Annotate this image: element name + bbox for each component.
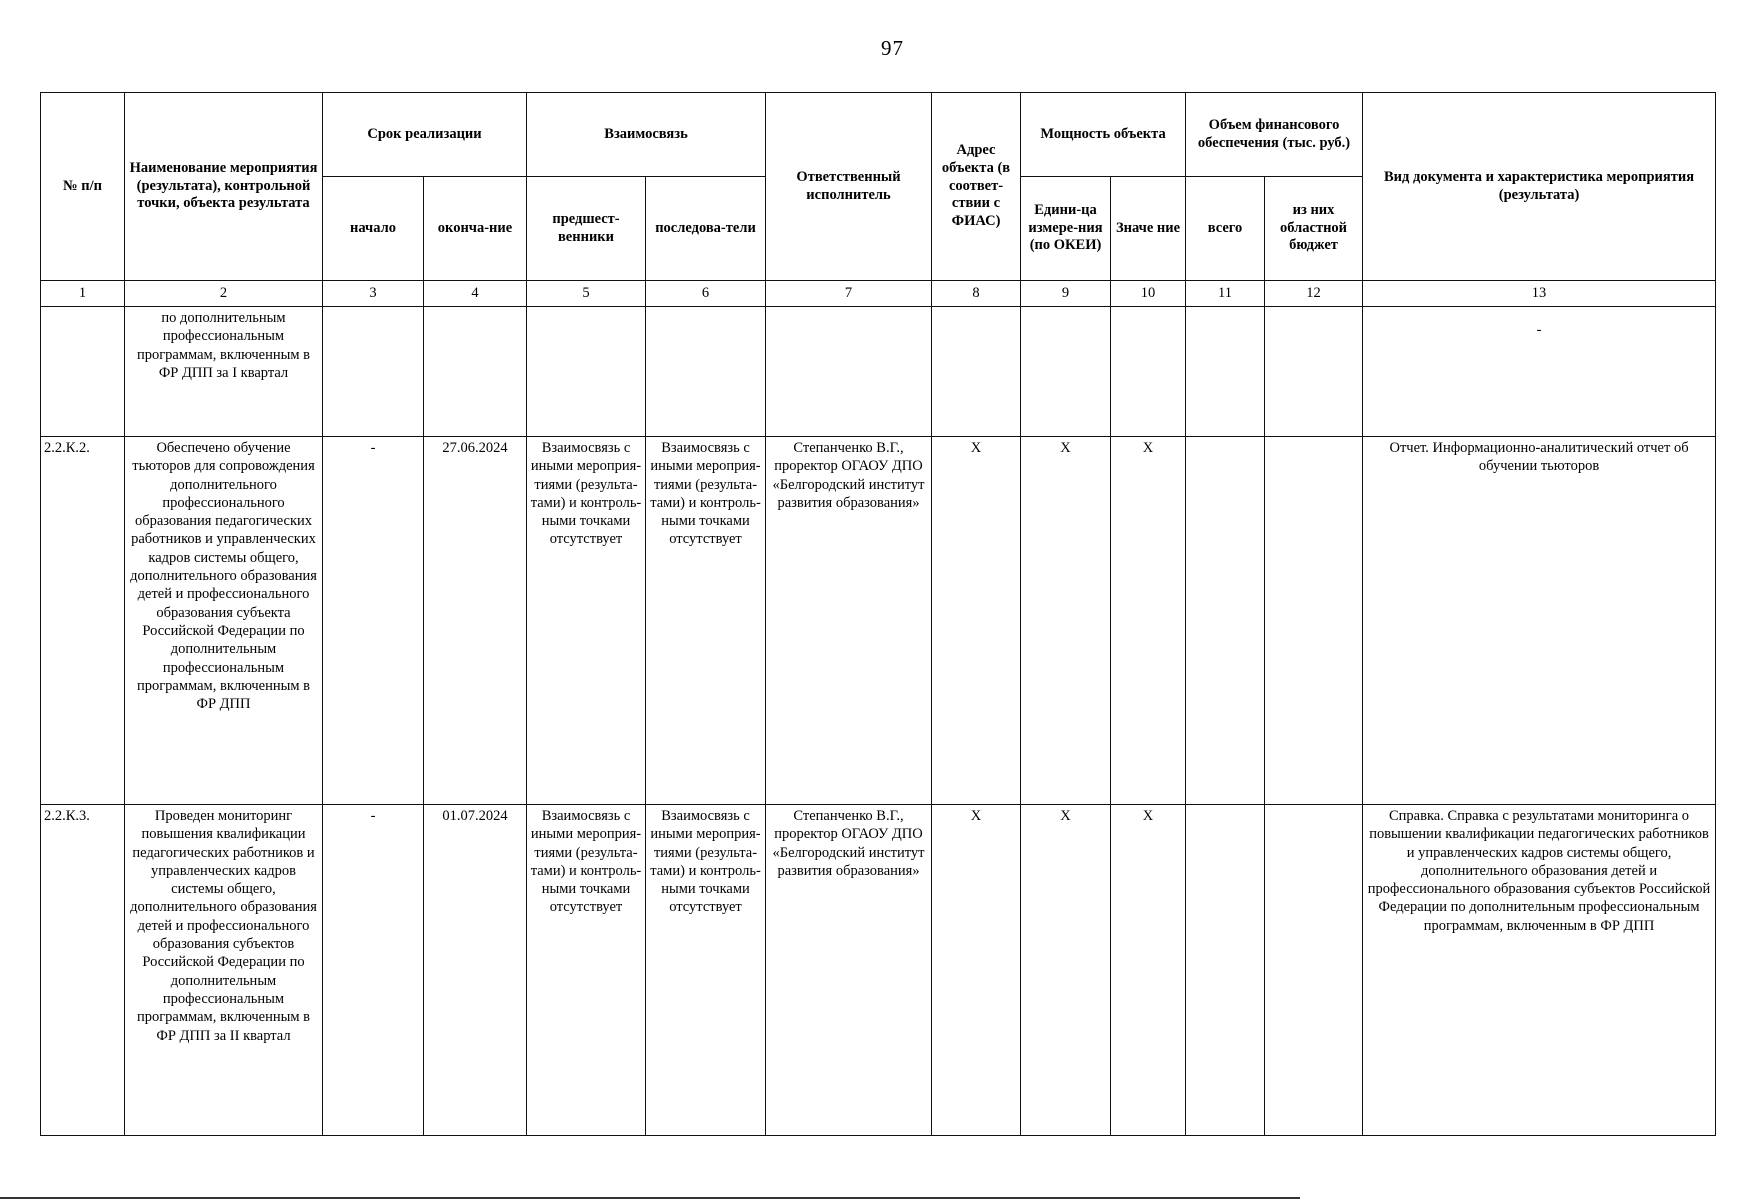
header-relation: Взаимосвязь (527, 93, 766, 177)
column-number: 11 (1186, 281, 1265, 307)
cell-unit (1021, 307, 1111, 437)
cell-unit: X (1021, 437, 1111, 805)
cell-name: Обеспечено обучение тьюторов для сопровождения дополнительного профессионального образования педагогических работников и управленческих кадров системы общего, дополнительного образования детей и профессионального образования субъекта Российской Федерации по дополнительным профессиональным программам, включенным в ФР ДПП (125, 437, 323, 805)
cell-total (1186, 437, 1265, 805)
header-num: № п/п (41, 93, 125, 281)
cell-value: X (1111, 437, 1186, 805)
column-number: 3 (323, 281, 424, 307)
cell-predecessors: Взаимосвязь с иными мероприя-тиями (результа-тами) и контроль-ными точками отсутствует (527, 805, 646, 1136)
header-finance: Объем финансового обеспечения (тыс. руб.) (1186, 93, 1363, 177)
table-row (41, 437, 1716, 805)
column-number: 1 (41, 281, 125, 307)
cell-doc-type: Отчет. Информационно-аналитический отчет об обучении тьюторов (1363, 437, 1716, 805)
cell-doc-type: - (1363, 307, 1716, 437)
cell-start: - (323, 437, 424, 805)
page-number: 97 (881, 36, 904, 60)
cell-start: - (323, 805, 424, 1136)
cell-doc-type: Справка. Справка с результатами мониторинга о повышении квалификации педагогических работников и управленческих кадров системы общего, дополнительного образования детей и профессионального образования субъектов Российской Федерации по дополнительным профессиональным программам, включенным в ФР ДПП (1363, 805, 1716, 1136)
header-address: Адрес объекта (в соответ-ствии с ФИАС) (932, 93, 1021, 281)
cell-end: 01.07.2024 (424, 805, 527, 1136)
column-number: 13 (1363, 281, 1716, 307)
table-row (41, 805, 1716, 1136)
column-number: 4 (424, 281, 527, 307)
cell-responsible: Степанченко В.Г., проректор ОГАОУ ДПО «Белгородский институт развития образования» (766, 805, 932, 1136)
column-number: 2 (125, 281, 323, 307)
cell-total (1186, 307, 1265, 437)
header-successors: последова-тели (646, 177, 766, 281)
cell-predecessors (527, 307, 646, 437)
cell-start (323, 307, 424, 437)
cell-regional (1265, 437, 1363, 805)
cell-value (1111, 307, 1186, 437)
cell-responsible (766, 307, 932, 437)
header-total: всего (1186, 177, 1265, 281)
header-predecessors: предшест-венники (527, 177, 646, 281)
cell-successors: Взаимосвязь с иными мероприя-тиями (результа-тами) и контроль-ными точками отсутствует (646, 805, 766, 1136)
column-numbers-row (41, 281, 1716, 307)
header-value: Значе ние (1111, 177, 1186, 281)
header-end: оконча-ние (424, 177, 527, 281)
cell-unit: X (1021, 805, 1111, 1136)
column-number: 7 (766, 281, 932, 307)
header-responsible: Ответственный исполнитель (766, 93, 932, 281)
cell-predecessors: Взаимосвязь с иными мероприя-тиями (результа-тами) и контроль-ными точками отсутствует (527, 437, 646, 805)
cell-regional (1265, 805, 1363, 1136)
cell-successors (646, 307, 766, 437)
cell-responsible: Степанченко В.Г., проректор ОГАОУ ДПО «Белгородский институт развития образования» (766, 437, 932, 805)
cell-num: 2.2.К.2. (41, 437, 125, 805)
column-number: 12 (1265, 281, 1363, 307)
bottom-divider (0, 1197, 1300, 1199)
header-period: Срок реализации (323, 93, 527, 177)
cell-num: 2.2.К.3. (41, 805, 125, 1136)
column-number: 5 (527, 281, 646, 307)
cell-address: X (932, 437, 1021, 805)
cell-address (932, 307, 1021, 437)
cell-total (1186, 805, 1265, 1136)
cell-regional (1265, 307, 1363, 437)
header-start: начало (323, 177, 424, 281)
cell-successors: Взаимосвязь с иными мероприя-тиями (результа-тами) и контроль-ными точками отсутствует (646, 437, 766, 805)
activities-table (40, 92, 1716, 1136)
header-doc-type: Вид документа и характеристика мероприятия (результата) (1363, 93, 1716, 281)
cell-name: по дополнительным профессиональным программам, включенным в ФР ДПП за I квартал (125, 307, 323, 437)
header-name: Наименование мероприятия (результата), контрольной точки, объекта результата (125, 93, 323, 281)
header-unit: Едини-ца измере-ния (по ОКЕИ) (1021, 177, 1111, 281)
cell-name: Проведен мониторинг повышения квалификации педагогических работников и управленческих кадров системы общего, дополнительного образования детей и профессионального образования субъектов Российской Федерации по дополнительным профессиональным программам, включенным в ФР ДПП за II квартал (125, 805, 323, 1136)
table-row-continuation (41, 307, 1716, 437)
column-number: 6 (646, 281, 766, 307)
cell-address: X (932, 805, 1021, 1136)
column-number: 9 (1021, 281, 1111, 307)
cell-end (424, 307, 527, 437)
column-number: 10 (1111, 281, 1186, 307)
cell-value: X (1111, 805, 1186, 1136)
header-capacity: Мощность объекта (1021, 93, 1186, 177)
cell-num (41, 307, 125, 437)
column-number: 8 (932, 281, 1021, 307)
cell-end: 27.06.2024 (424, 437, 527, 805)
header-regional: из них областной бюджет (1265, 177, 1363, 281)
